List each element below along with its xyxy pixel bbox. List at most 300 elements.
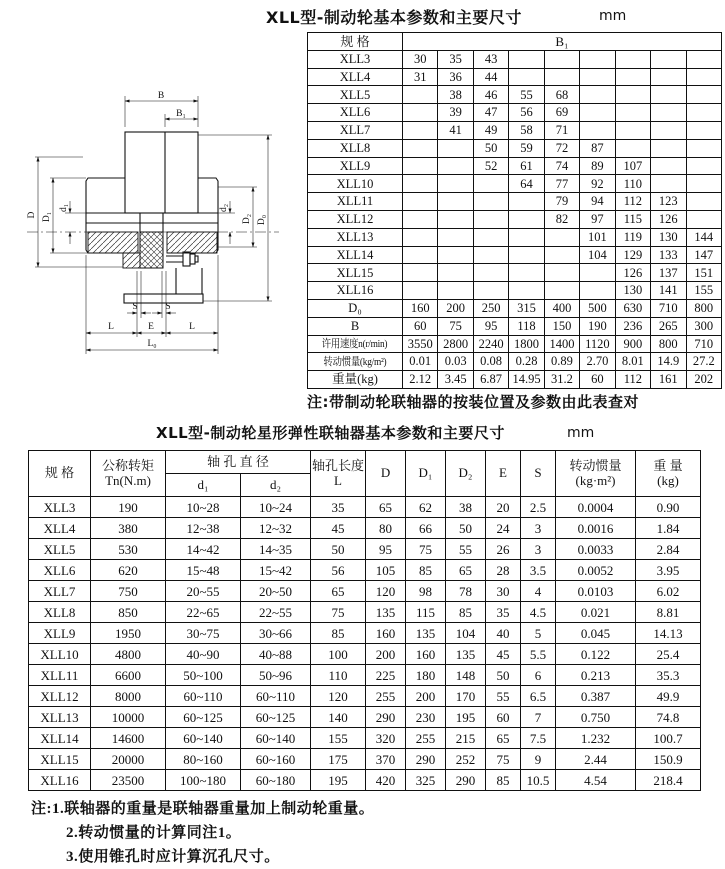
row-label-cell: XLL14: [308, 246, 403, 264]
value-cell: [651, 68, 686, 86]
value-cell: [403, 282, 438, 300]
value-cell: 8000: [91, 686, 166, 707]
value-cell: 45: [311, 518, 366, 539]
value-cell: 30~66: [241, 623, 311, 644]
value-cell: 6.87: [473, 371, 508, 389]
value-cell: [686, 175, 722, 193]
value-cell: 6600: [91, 665, 166, 686]
table-row: [308, 157, 722, 175]
value-cell: 290: [446, 770, 486, 791]
value-cell: 710: [651, 299, 686, 317]
coupling-table: [28, 450, 700, 791]
row-label-cell: XLL15: [308, 264, 403, 282]
coupling-cross-section-diagram: [25, 75, 287, 367]
table-row: [29, 644, 701, 665]
table-row: [308, 68, 722, 86]
value-cell: [403, 175, 438, 193]
dim-label-b: B: [157, 91, 165, 101]
value-cell: 265: [651, 317, 686, 335]
value-cell: 2.84: [636, 539, 701, 560]
value-cell: 94: [580, 193, 615, 211]
value-cell: 420: [366, 770, 406, 791]
value-cell: 65: [366, 497, 406, 518]
value-cell: 400: [544, 299, 579, 317]
value-cell: 35: [438, 50, 473, 68]
dimension-labels: [27, 91, 267, 349]
value-cell: [473, 282, 508, 300]
table1-unit-label: mm: [599, 8, 627, 24]
value-cell: 38: [446, 497, 486, 518]
value-cell: [686, 68, 722, 86]
value-cell: 750: [91, 581, 166, 602]
value-cell: [438, 157, 473, 175]
value-cell: 252: [446, 749, 486, 770]
value-cell: 60: [486, 707, 521, 728]
value-cell: 2.70: [580, 353, 615, 371]
dim-label-d0: D₀: [257, 214, 267, 226]
value-cell: 110: [615, 175, 650, 193]
value-cell: 69: [544, 104, 579, 122]
value-cell: [615, 68, 650, 86]
value-cell: 50: [446, 518, 486, 539]
value-cell: 50: [486, 665, 521, 686]
value-cell: 0.28: [509, 353, 544, 371]
value-cell: [403, 210, 438, 228]
value-cell: 200: [366, 644, 406, 665]
dim-label-s-right: S: [165, 302, 171, 312]
value-cell: 98: [406, 581, 446, 602]
value-cell: 5: [521, 623, 556, 644]
dim-label-b1: B₁: [176, 109, 186, 119]
dim-label-d1-cap: D₁: [42, 211, 52, 223]
value-cell: 20~55: [166, 581, 241, 602]
value-cell: [580, 68, 615, 86]
value-cell: 80: [366, 518, 406, 539]
dim-label-d2: d₂: [219, 203, 229, 213]
value-cell: [473, 228, 508, 246]
value-cell: 315: [509, 299, 544, 317]
value-cell: 28: [486, 560, 521, 581]
value-cell: 65: [446, 560, 486, 581]
value-cell: [438, 175, 473, 193]
row-label-cell: XLL5: [29, 539, 91, 560]
value-cell: 230: [406, 707, 446, 728]
value-cell: 195: [311, 770, 366, 791]
table2-header-torque: [91, 451, 166, 497]
row-label-cell: XLL13: [29, 707, 91, 728]
value-cell: 129: [615, 246, 650, 264]
table2-header-D1: D₁: [406, 451, 446, 497]
row-label-cell: XLL11: [29, 665, 91, 686]
value-cell: 0.387: [556, 686, 636, 707]
table2-header-bore-diameter: 轴 孔 直 径: [166, 451, 311, 474]
value-cell: 60~140: [166, 728, 241, 749]
row-label-cell: XLL8: [29, 602, 91, 623]
value-cell: 141: [651, 282, 686, 300]
table1-note: 注:带制动轮联轴器的按装位置及参数由此表查对: [307, 393, 640, 411]
value-cell: 71: [544, 121, 579, 139]
value-cell: [403, 121, 438, 139]
value-cell: 8.01: [615, 353, 650, 371]
value-cell: 0.0016: [556, 518, 636, 539]
table-row: [29, 539, 701, 560]
value-cell: 135: [446, 644, 486, 665]
value-cell: 175: [311, 749, 366, 770]
table-row: [308, 371, 722, 389]
value-cell: 4.5: [521, 602, 556, 623]
dim-label-d-cap: D: [27, 211, 37, 219]
row-label-cell: XLL3: [29, 497, 91, 518]
value-cell: 92: [580, 175, 615, 193]
value-cell: 112: [615, 193, 650, 211]
footer-note-3: 3.使用锥孔时应计算沉孔尺寸。: [66, 849, 280, 865]
value-cell: 44: [473, 68, 508, 86]
value-cell: 144: [686, 228, 722, 246]
value-cell: 115: [615, 210, 650, 228]
value-cell: 236: [615, 317, 650, 335]
value-cell: [509, 228, 544, 246]
dim-label-d2-cap: D₂: [242, 213, 252, 225]
value-cell: 1800: [509, 335, 544, 353]
value-cell: [615, 104, 650, 122]
table2-header-E: E: [486, 451, 521, 497]
value-cell: 1400: [544, 335, 579, 353]
value-cell: 66: [406, 518, 446, 539]
row-label-cell: D₀: [308, 299, 403, 317]
value-cell: 3.95: [636, 560, 701, 581]
value-cell: 24: [486, 518, 521, 539]
footer-note-1: 注:1.联轴器的重量是联轴器重量加上制动轮重量。: [31, 801, 375, 817]
row-label-cell: XLL13: [308, 228, 403, 246]
table2-header-spec: 规 格: [29, 451, 91, 497]
value-cell: 55: [446, 539, 486, 560]
value-cell: 900: [615, 335, 650, 353]
value-cell: 3.5: [521, 560, 556, 581]
table-row: [308, 228, 722, 246]
value-cell: 4800: [91, 644, 166, 665]
value-cell: 59: [509, 139, 544, 157]
value-cell: 0.0103: [556, 581, 636, 602]
value-cell: 14.9: [651, 353, 686, 371]
value-cell: 135: [366, 602, 406, 623]
row-label-cell: XLL16: [308, 282, 403, 300]
row-label-cell: XLL10: [29, 644, 91, 665]
value-cell: 22~65: [166, 602, 241, 623]
value-cell: 300: [686, 317, 722, 335]
table-row: [29, 749, 701, 770]
row-label-cell: XLL6: [29, 560, 91, 581]
value-cell: 118: [509, 317, 544, 335]
value-cell: 104: [446, 623, 486, 644]
value-cell: 137: [651, 264, 686, 282]
table-row: [308, 121, 722, 139]
value-cell: 31: [403, 68, 438, 86]
value-cell: 64: [509, 175, 544, 193]
value-cell: [403, 139, 438, 157]
value-cell: 2240: [473, 335, 508, 353]
value-cell: 20~50: [241, 581, 311, 602]
coupling-outline: [86, 132, 218, 303]
row-label-cell: XLL15: [29, 749, 91, 770]
value-cell: 130: [651, 228, 686, 246]
value-cell: [580, 104, 615, 122]
value-cell: 58: [509, 121, 544, 139]
value-cell: 60~110: [166, 686, 241, 707]
value-cell: 500: [580, 299, 615, 317]
value-cell: 115: [406, 602, 446, 623]
value-cell: [473, 175, 508, 193]
value-cell: 65: [311, 581, 366, 602]
value-cell: 56: [509, 104, 544, 122]
row-label-cell: XLL12: [308, 210, 403, 228]
value-cell: [651, 104, 686, 122]
value-cell: 95: [473, 317, 508, 335]
table2-header-S: S: [521, 451, 556, 497]
value-cell: 10.5: [521, 770, 556, 791]
value-cell: 12~38: [166, 518, 241, 539]
row-label-cell: XLL4: [29, 518, 91, 539]
value-cell: 150.9: [636, 749, 701, 770]
value-cell: 20000: [91, 749, 166, 770]
value-cell: 112: [615, 371, 650, 389]
value-cell: [509, 264, 544, 282]
value-cell: 195: [446, 707, 486, 728]
value-cell: [473, 264, 508, 282]
value-cell: [651, 121, 686, 139]
value-cell: 126: [651, 210, 686, 228]
value-cell: 60~110: [241, 686, 311, 707]
table2-header-inertia: [556, 451, 636, 497]
value-cell: 0.01: [403, 353, 438, 371]
value-cell: 68: [544, 86, 579, 104]
table-row: [308, 104, 722, 122]
value-cell: 35: [311, 497, 366, 518]
value-cell: 55: [486, 686, 521, 707]
value-cell: 160: [403, 299, 438, 317]
table-row: [308, 210, 722, 228]
value-cell: 105: [366, 560, 406, 581]
value-cell: 10~24: [241, 497, 311, 518]
value-cell: 7: [521, 707, 556, 728]
value-cell: 85: [406, 560, 446, 581]
value-cell: 75: [438, 317, 473, 335]
row-label-cell: XLL5: [308, 86, 403, 104]
value-cell: 50~96: [241, 665, 311, 686]
row-label-cell: XLL9: [308, 157, 403, 175]
value-cell: 530: [91, 539, 166, 560]
value-cell: 1950: [91, 623, 166, 644]
value-cell: 56: [311, 560, 366, 581]
value-cell: 75: [406, 539, 446, 560]
value-cell: 126: [615, 264, 650, 282]
table1-header-b1: B₁: [403, 33, 722, 51]
value-cell: 45: [486, 644, 521, 665]
row-label-cell: XLL7: [308, 121, 403, 139]
table-row: [308, 246, 722, 264]
value-cell: [438, 139, 473, 157]
value-cell: 130: [615, 282, 650, 300]
value-cell: [686, 193, 722, 211]
value-cell: [473, 210, 508, 228]
value-cell: 1.84: [636, 518, 701, 539]
value-cell: 50: [311, 539, 366, 560]
table-row: [29, 560, 701, 581]
value-cell: [544, 50, 579, 68]
table1-header-row: [308, 33, 722, 51]
dim-label-e: E: [148, 322, 154, 332]
value-cell: 85: [446, 602, 486, 623]
table2-header-d1: d₁: [166, 474, 241, 497]
value-cell: 65: [486, 728, 521, 749]
value-cell: [651, 139, 686, 157]
row-label-cell: XLL3: [308, 50, 403, 68]
value-cell: 30~75: [166, 623, 241, 644]
value-cell: [580, 282, 615, 300]
value-cell: 41: [438, 121, 473, 139]
value-cell: [651, 86, 686, 104]
value-cell: 60~160: [241, 749, 311, 770]
value-cell: 3: [521, 518, 556, 539]
value-cell: [403, 86, 438, 104]
value-cell: 49: [473, 121, 508, 139]
value-cell: [438, 282, 473, 300]
value-cell: [686, 86, 722, 104]
value-cell: [544, 264, 579, 282]
value-cell: 30: [403, 50, 438, 68]
value-cell: 89: [580, 157, 615, 175]
value-cell: 4: [521, 581, 556, 602]
value-cell: 101: [580, 228, 615, 246]
row-label-text: 转动惯量(kg/m²): [323, 356, 387, 369]
value-cell: 225: [366, 665, 406, 686]
value-cell: 46: [473, 86, 508, 104]
value-cell: [438, 264, 473, 282]
table-row: [308, 139, 722, 157]
row-label-cell: 重量(kg): [308, 371, 403, 389]
value-cell: 3550: [403, 335, 438, 353]
table-row: [308, 282, 722, 300]
value-cell: [438, 193, 473, 211]
value-cell: 215: [446, 728, 486, 749]
value-cell: 31.2: [544, 371, 579, 389]
value-cell: 119: [615, 228, 650, 246]
value-cell: 202: [686, 371, 722, 389]
table-row: [29, 770, 701, 791]
value-cell: 0.021: [556, 602, 636, 623]
section-hatching: [88, 232, 217, 268]
value-cell: 180: [406, 665, 446, 686]
value-cell: [509, 246, 544, 264]
value-cell: 82: [544, 210, 579, 228]
value-cell: 120: [366, 581, 406, 602]
table-row: [308, 335, 722, 353]
value-cell: [580, 86, 615, 104]
value-cell: 800: [651, 335, 686, 353]
value-cell: 5.5: [521, 644, 556, 665]
value-cell: 110: [311, 665, 366, 686]
value-cell: 39: [438, 104, 473, 122]
value-cell: 0.90: [636, 497, 701, 518]
table-row: [308, 86, 722, 104]
value-cell: 200: [406, 686, 446, 707]
value-cell: 2.12: [403, 371, 438, 389]
value-cell: [438, 210, 473, 228]
bore-length-label-line2: L: [334, 472, 342, 488]
value-cell: 60~140: [241, 728, 311, 749]
value-cell: 800: [686, 299, 722, 317]
value-cell: 0.0004: [556, 497, 636, 518]
value-cell: 52: [473, 157, 508, 175]
value-cell: 43: [473, 50, 508, 68]
table2-header-D2: D₂: [446, 451, 486, 497]
value-cell: [615, 50, 650, 68]
value-cell: 77: [544, 175, 579, 193]
row-label-cell: XLL16: [29, 770, 91, 791]
dimension-lines: [35, 96, 272, 354]
weight-label-line2: (kg): [657, 472, 679, 488]
table-row: [308, 264, 722, 282]
dim-label-l-right: L: [189, 322, 195, 332]
value-cell: [473, 246, 508, 264]
table-row: [308, 193, 722, 211]
value-cell: 0.03: [438, 353, 473, 371]
value-cell: 26: [486, 539, 521, 560]
value-cell: 100.7: [636, 728, 701, 749]
value-cell: 290: [406, 749, 446, 770]
value-cell: 0.122: [556, 644, 636, 665]
row-label-cell: XLL9: [29, 623, 91, 644]
row-label-text: 许用速度n(r/min): [322, 338, 388, 351]
value-cell: [403, 264, 438, 282]
value-cell: 75: [311, 602, 366, 623]
row-label-cell: [308, 335, 403, 353]
value-cell: 10~28: [166, 497, 241, 518]
table-row: [29, 623, 701, 644]
value-cell: [403, 157, 438, 175]
torque-label-line1: 公称转矩: [101, 457, 154, 473]
row-label-cell: XLL6: [308, 104, 403, 122]
value-cell: 250: [473, 299, 508, 317]
value-cell: 133: [651, 246, 686, 264]
value-cell: 290: [366, 707, 406, 728]
value-cell: 14~35: [241, 539, 311, 560]
table-row: [29, 665, 701, 686]
value-cell: 200: [438, 299, 473, 317]
table1-header-spec: 规 格: [308, 33, 403, 51]
value-cell: 0.213: [556, 665, 636, 686]
value-cell: [509, 68, 544, 86]
value-cell: 6: [521, 665, 556, 686]
value-cell: 255: [366, 686, 406, 707]
table2-header-d2: d₂: [241, 474, 311, 497]
value-cell: [651, 175, 686, 193]
value-cell: 55: [509, 86, 544, 104]
value-cell: 123: [651, 193, 686, 211]
value-cell: [651, 157, 686, 175]
value-cell: 35.3: [636, 665, 701, 686]
table-row: [29, 707, 701, 728]
value-cell: 36: [438, 68, 473, 86]
value-cell: 2800: [438, 335, 473, 353]
value-cell: 3.45: [438, 371, 473, 389]
table2-header-D: D: [366, 451, 406, 497]
value-cell: [686, 157, 722, 175]
value-cell: 190: [580, 317, 615, 335]
value-cell: 95: [366, 539, 406, 560]
value-cell: 1120: [580, 335, 615, 353]
value-cell: 620: [91, 560, 166, 581]
value-cell: 10000: [91, 707, 166, 728]
